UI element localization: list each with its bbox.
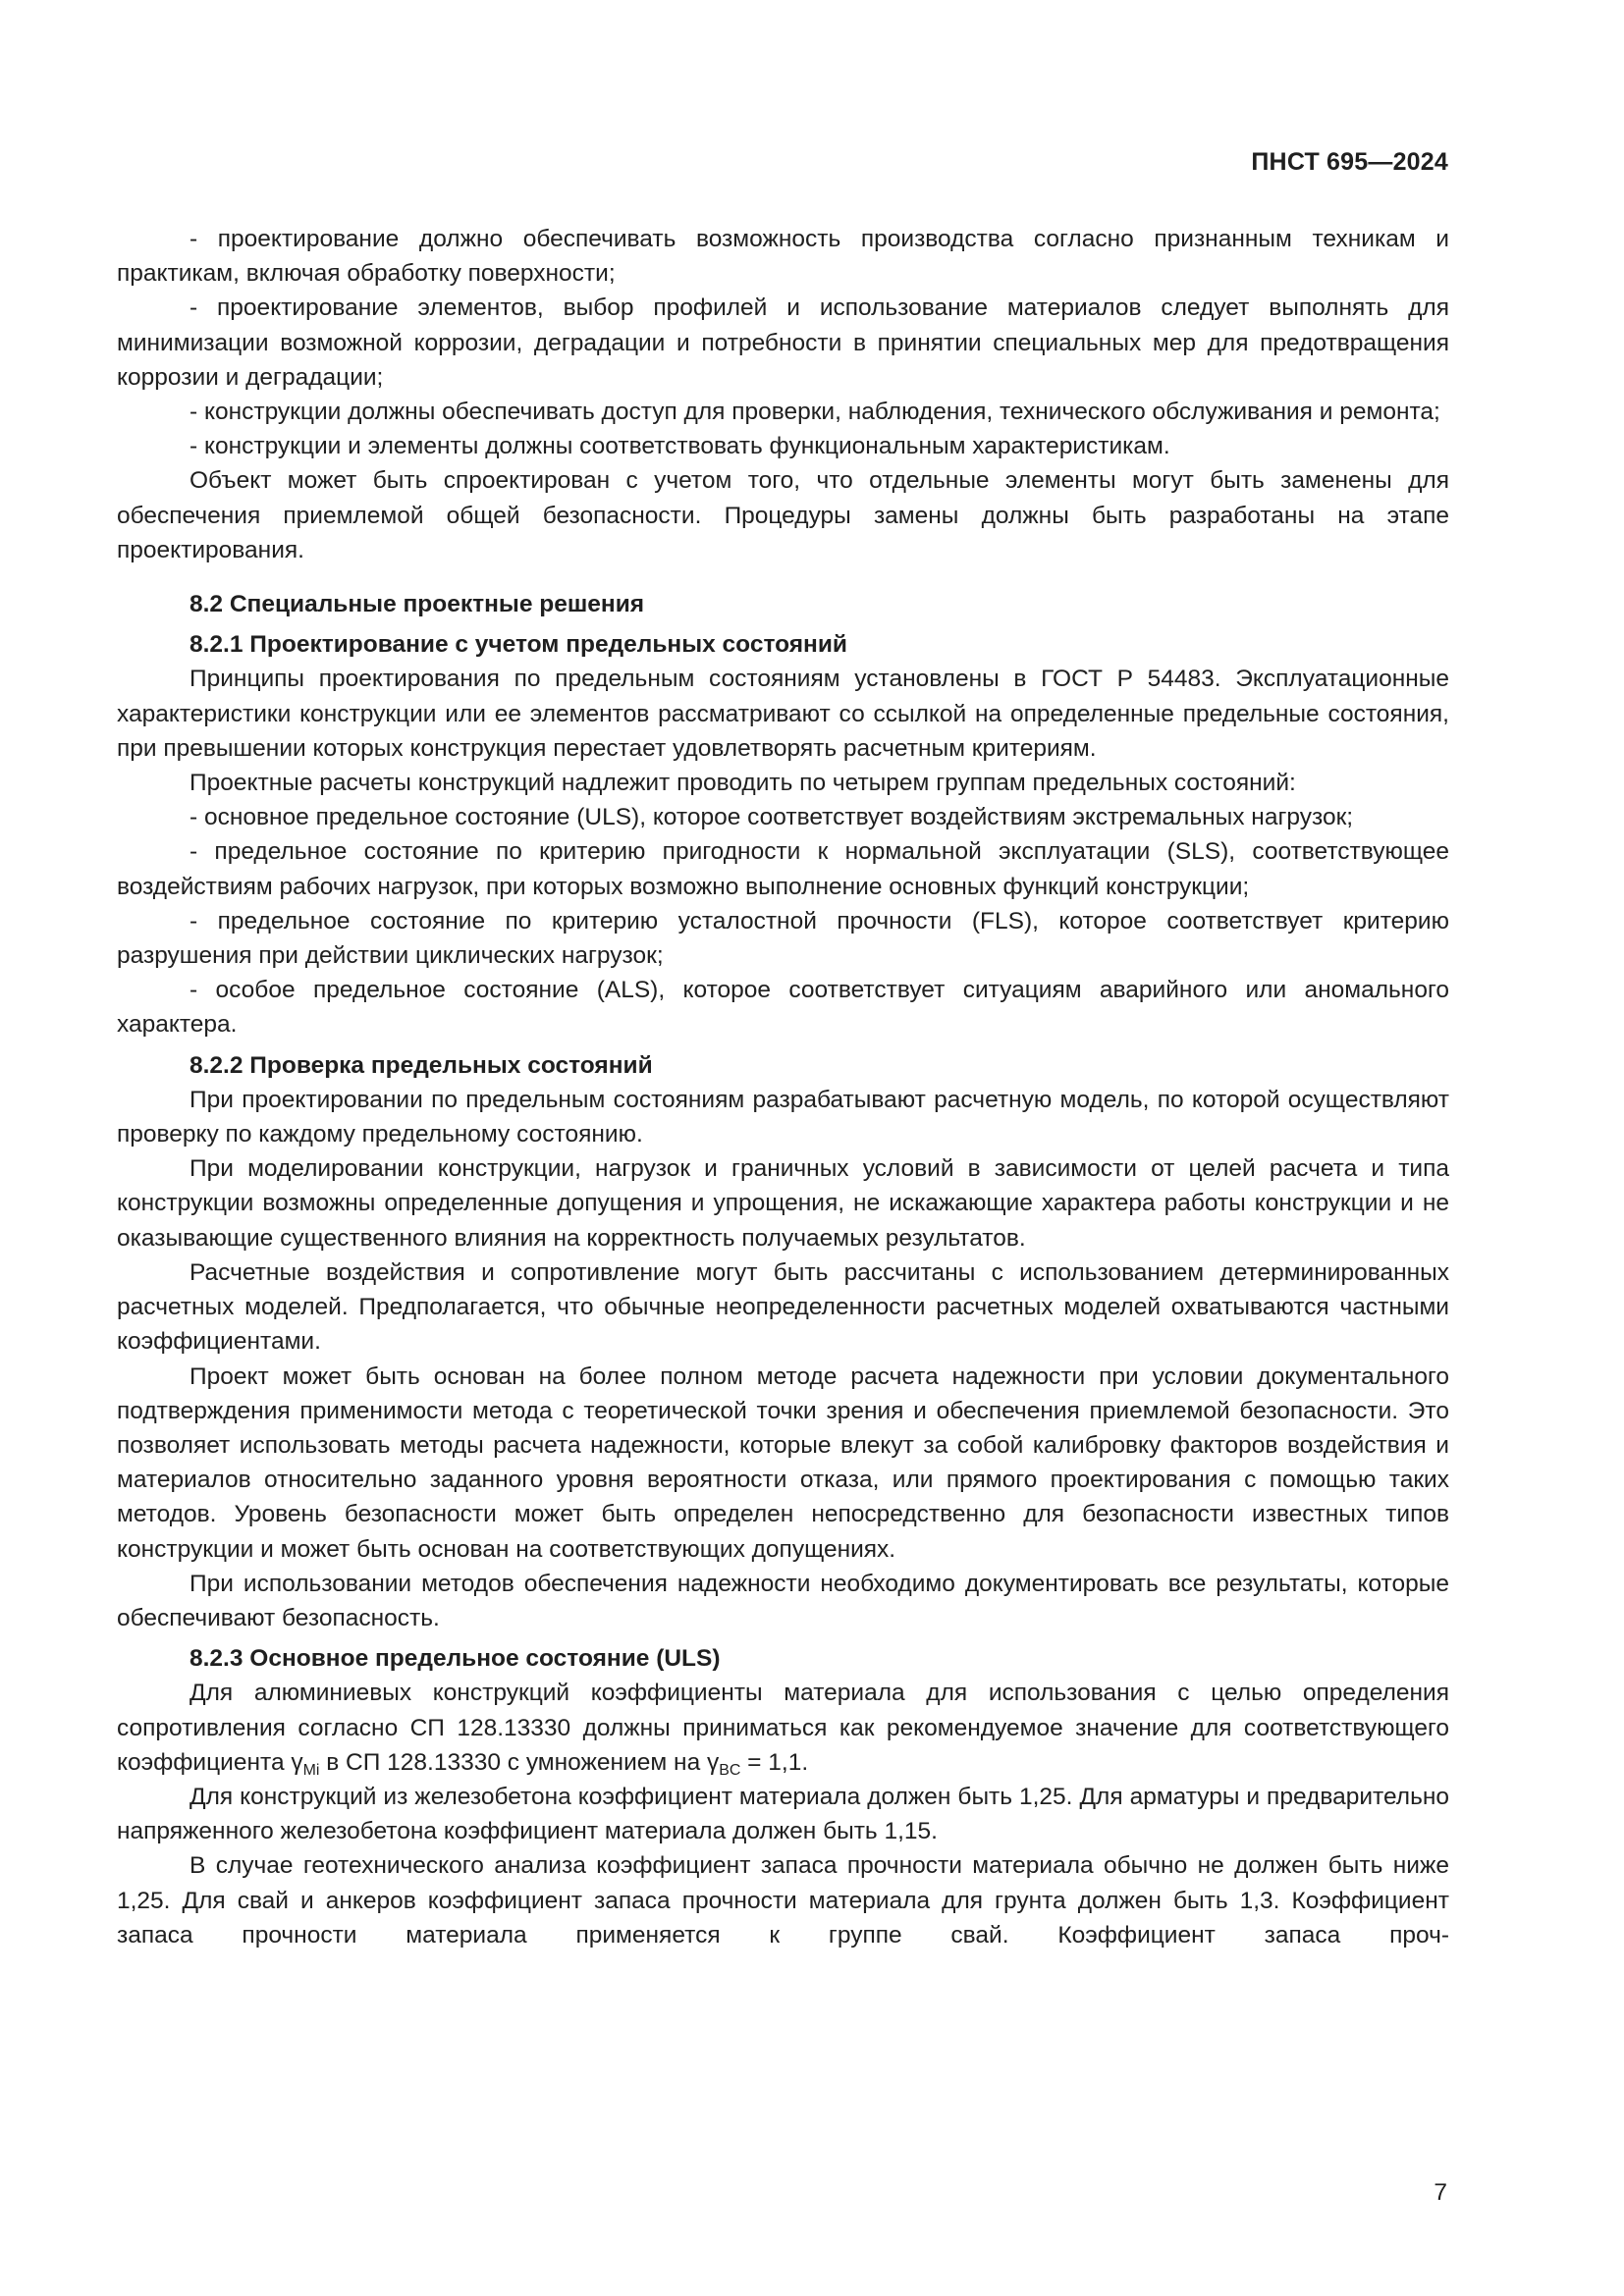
- section-heading-8-2-3: 8.2.3 Основное предельное состояние (ULS): [189, 1645, 721, 1673]
- document-code: ПНСТ 695—2024: [1251, 148, 1448, 176]
- section-heading-8-2-1: 8.2.1 Проектирование с учетом предельных состояний: [189, 631, 847, 659]
- gamma-mi-symbol: $\gamma_{Mi}$: [291, 1748, 320, 1779]
- paragraph: - проектирование элементов, выбор профилей и использование материалов следует выполнять для минимизации возможной коррозии, деградации и потребности в принятии специальных мер для предотвращения коррозии и деградации;: [117, 294, 1449, 391]
- paragraph: - особое предельное состояние (ALS), которое соответствует ситуациям аварийного или аномального характера.: [117, 977, 1449, 1039]
- paragraph-with-formula: [117, 1676, 1449, 1780]
- paragraph: Проект может быть основан на более полном методе расчета надежности при условии документального подтверждения применимости метода с теоретической точки зрения и обеспечения приемлемой безопасности. Это позволяет использовать методы расчета надежности, которые влекут за собой калибровку факторов воздействия и материалов относительно заданного уровня вероятности отказа, или прямого проектирования с помощью таких методов. Уровень безопасности может быть определен непосредственно для безопасности известных типов конструкции и может быть основан на соответствующих допущениях.: [117, 1362, 1449, 1563]
- paragraph: - предельное состояние по критерию усталостной прочности (FLS), которое соответствует критерию разрушения при действии циклических нагрузок;: [117, 907, 1449, 970]
- text-fragment: Для алюминиевых конструкций коэффициенты материала для использования с целью определения сопротивления согласно СП 128.13330 должны приниматься как рекомендуемое значение для соответствующего коэффициента: [117, 1680, 1449, 1776]
- page-number: 7: [1434, 2179, 1447, 2206]
- document-body: [117, 222, 1449, 1952]
- paragraph: - основное предельное состояние (ULS), которое соответствует воздействиям экстремальных нагрузок;: [189, 804, 1354, 831]
- paragraph: При использовании методов обеспечения надежности необходимо документировать все результаты, которые обеспечивают безопасность.: [117, 1570, 1449, 1631]
- section-heading-8-2-2: 8.2.2 Проверка предельных состояний: [189, 1051, 653, 1079]
- text-fragment: в СП 128.13330 с умножением на: [319, 1748, 708, 1776]
- section-heading-8-2: 8.2 Специальные проектные решения: [189, 591, 645, 618]
- paragraph: - конструкции и элементы должны соответствовать функциональным характеристикам.: [189, 433, 1170, 460]
- paragraph: В случае геотехнического анализа коэффициент запаса прочности материала обычно не должен быть ниже 1,25. Для свай и анкеров коэффициент запаса прочности материала для грунта должен быть 1,3. Коэффициент запаса прочности материала применяется к группе свай. Коэффициент запаса проч-: [117, 1852, 1449, 1949]
- paragraph: - предельное состояние по критерию пригодности к нормальной эксплуатации (SLS), соответствующее воздействиям рабочих нагрузок, при которых возможно выполнение основных функций конструкции;: [117, 838, 1449, 900]
- paragraph: Для конструкций из железобетона коэффициент материала должен быть 1,25. Для арматуры и предварительно напряженного железобетона коэффициент материала должен быть 1,15.: [117, 1783, 1449, 1845]
- paragraph: Проектные расчеты конструкций надлежит проводить по четырем группам предельных состояний:: [189, 770, 1296, 797]
- paragraph: Расчетные воздействия и сопротивление могут быть рассчитаны с использованием детерминированных расчетных моделей. Предполагается, что обычные неопределенности расчетных моделей охватываются частными коэффициентами.: [117, 1258, 1449, 1356]
- paragraph: - конструкции должны обеспечивать доступ для проверки, наблюдения, технического обслуживания и ремонта;: [189, 399, 1440, 426]
- gamma-bc-symbol: $\gamma_{BC}$: [707, 1748, 741, 1779]
- paragraph: Объект может быть спроектирован с учетом того, что отдельные элементы могут быть заменены для обеспечения приемлемой общей безопасности. Процедуры замены должны быть разработаны на этапе проектирования.: [117, 467, 1449, 563]
- paragraph: При моделировании конструкции, нагрузок и граничных условий в зависимости от целей расчета и типа конструкции возможны определенные допущения и упрощения, не искажающие характера работы конструкции и не оказывающие существенного влияния на корректность получаемых результатов.: [117, 1155, 1449, 1252]
- text-fragment: = 1,1.: [740, 1748, 809, 1776]
- paragraph: Принципы проектирования по предельным состояниям установлены в ГОСТ Р 54483. Эксплуатационные характеристики конструкции или ее элементов рассматривают со ссылкой на определенные предельные состояния, при превышении которых конструкция перестает удовлетворять расчетным критериям.: [117, 666, 1449, 762]
- paragraph: - проектирование должно обеспечивать возможность производства согласно признанным техникам и практикам, включая обработку поверхности;: [117, 226, 1449, 288]
- paragraph: При проектировании по предельным состояниям разрабатывают расчетную модель, по которой осуществляют проверку по каждому предельному состоянию.: [117, 1086, 1449, 1148]
